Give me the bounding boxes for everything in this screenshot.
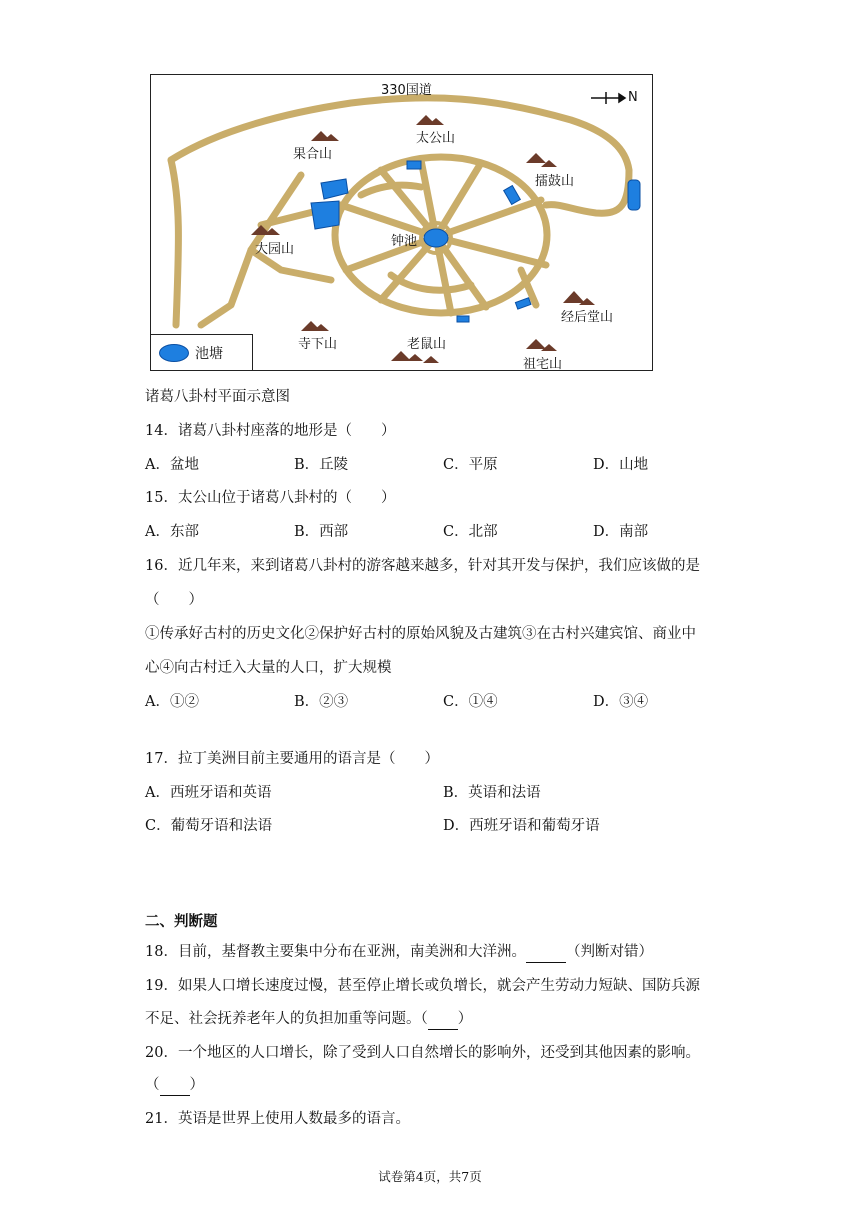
answer-blank[interactable] xyxy=(526,942,566,963)
mountain-label: 经后堂山 xyxy=(561,310,614,325)
q14-option-c[interactable]: C．平原 xyxy=(443,457,498,473)
pond-legend-icon xyxy=(159,344,189,362)
question-20-close: ） xyxy=(189,1077,204,1093)
map-caption: 诸葛八卦村平面示意图 xyxy=(145,389,290,405)
q16-option-b[interactable]: B．②③ xyxy=(294,694,349,710)
q16-option-a[interactable]: A．①② xyxy=(145,694,199,710)
question-18 xyxy=(145,942,653,963)
question-19-line1: 19．如果人口增长速度过慢，甚至停止增长或负增长，就会产生劳动力短缺、国防兵源 xyxy=(145,978,700,994)
village-map xyxy=(150,74,653,371)
map-legend xyxy=(151,334,253,370)
q14-option-d[interactable]: D．山地 xyxy=(593,457,649,473)
answer-blank[interactable] xyxy=(428,1009,458,1030)
question-16-stem: 16．近几年来，来到诸葛八卦村的游客越来越多，针对其开发与保护，我们应该做的是 xyxy=(145,558,700,574)
q16-option-d[interactable]: D．③④ xyxy=(593,694,649,710)
section-heading: 二、判断题 xyxy=(145,914,218,930)
page-footer: 试卷第4页，共7页 xyxy=(378,1169,482,1184)
question-19-text: 不足、社会抚养老年人的负担加重等问题。（ xyxy=(145,1011,428,1027)
question-16-statements-line1: ①传承好古村的历史文化②保护好古村的原始风貌及古建筑③在古村兴建宾馆、商业中 xyxy=(145,626,696,642)
mountain-label: 祖宅山 xyxy=(523,357,563,371)
question-14-stem: 14．诸葛八卦村座落的地形是（ ） xyxy=(145,423,396,439)
q15-option-c[interactable]: C．北部 xyxy=(443,524,498,540)
q17-option-b[interactable]: B．英语和法语 xyxy=(443,785,541,801)
q17-option-a[interactable]: A．西班牙语和英语 xyxy=(145,785,272,801)
mountain-label: 老鼠山 xyxy=(407,337,447,352)
map-drawing xyxy=(151,75,653,371)
mountain-label: 太公山 xyxy=(416,131,456,146)
q15-option-b[interactable]: B．西部 xyxy=(294,524,349,540)
q17-option-d[interactable]: D．西班牙语和葡萄牙语 xyxy=(443,818,600,834)
q15-option-d[interactable]: D．南部 xyxy=(593,524,649,540)
question-20-line2 xyxy=(145,1075,204,1096)
q17-option-c[interactable]: C．葡萄牙语和法语 xyxy=(145,818,273,834)
mountain-label: 擂鼓山 xyxy=(535,174,575,189)
q14-option-a[interactable]: A．盆地 xyxy=(145,457,199,473)
north-arrow-icon xyxy=(591,92,625,104)
mountain-label: 大园山 xyxy=(255,242,295,257)
legend-label: 池塘 xyxy=(195,346,223,362)
road-label: 330国道 xyxy=(381,83,432,98)
mountain-label: 果合山 xyxy=(293,147,333,162)
question-16-stem-paren: （ ） xyxy=(145,592,203,608)
mountain-label: 寺下山 xyxy=(298,337,338,352)
q15-option-a[interactable]: A．东部 xyxy=(145,524,199,540)
north-label: N xyxy=(628,90,638,105)
question-19-tail: ） xyxy=(457,1011,473,1027)
question-20-line1: 20．一个地区的人口增长，除了受到人口自然增长的影响外，还受到其他因素的影响。 xyxy=(145,1045,700,1061)
roads xyxy=(171,98,629,325)
question-20-open: （ xyxy=(145,1077,160,1093)
question-15-stem: 15．太公山位于诸葛八卦村的（ ） xyxy=(145,490,396,506)
question-19-line2 xyxy=(145,1009,472,1030)
question-18-text: 18．目前，基督教主要集中分布在亚洲，南美洲和大洋洲。 xyxy=(145,944,526,960)
q14-option-b[interactable]: B．丘陵 xyxy=(294,457,349,473)
bell-pond-label: 钟池 xyxy=(391,234,418,249)
answer-blank[interactable] xyxy=(160,1075,190,1096)
question-16-statements-line2: 心④向古村迁入大量的人口，扩大规模 xyxy=(145,660,392,676)
question-17-stem: 17．拉丁美洲目前主要通用的语言是（ ） xyxy=(145,751,439,767)
question-18-tail: （判断对错） xyxy=(565,944,653,960)
question-21: 21．英语是世界上使用人数最多的语言。 xyxy=(145,1111,410,1127)
q16-option-c[interactable]: C．①④ xyxy=(443,694,498,710)
